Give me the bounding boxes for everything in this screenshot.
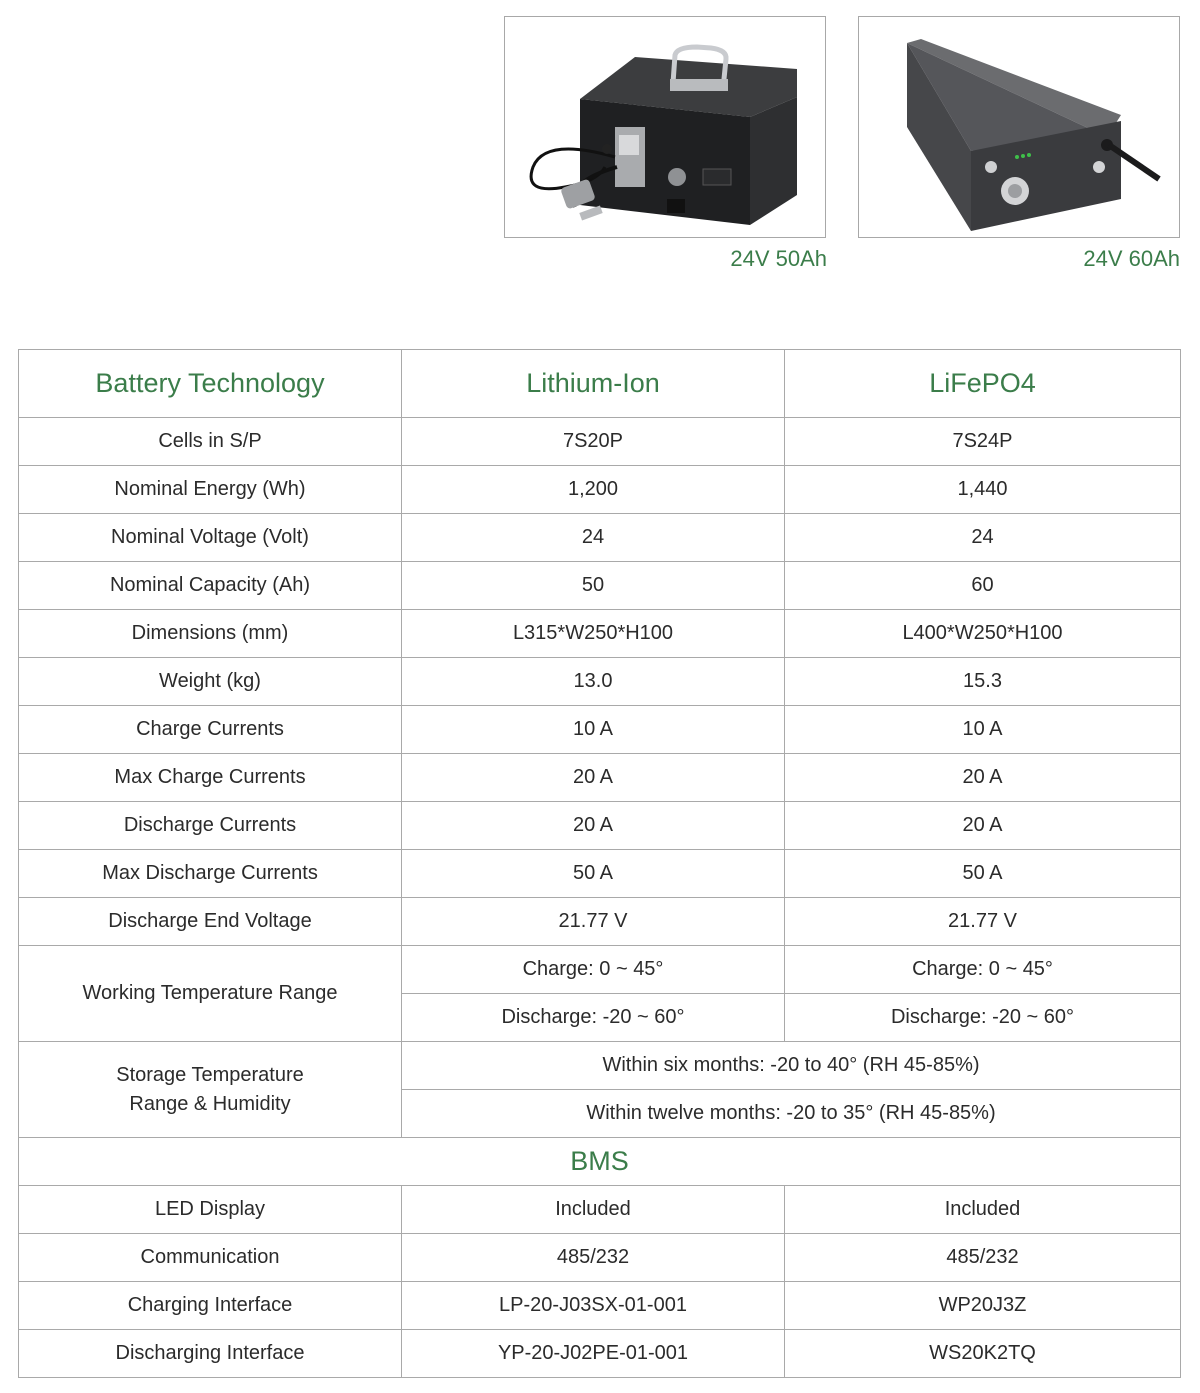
battery-box-with-handle-and-cables-image	[505, 17, 825, 237]
table-row	[19, 898, 1181, 946]
lithium-ion-value: 10 A	[402, 706, 785, 754]
working-temp-row-charge	[19, 946, 1181, 994]
lithium-ion-charge-temp: Charge: 0 ~ 45°	[402, 946, 785, 994]
row-label: Discharge End Voltage	[19, 898, 402, 946]
table-row	[19, 466, 1181, 514]
lithium-ion-value: 50 A	[402, 850, 785, 898]
table-row	[19, 610, 1181, 658]
lithium-ion-value: 50	[402, 562, 785, 610]
row-label: Nominal Energy (Wh)	[19, 466, 402, 514]
row-label: Cells in S/P	[19, 418, 402, 466]
table-row	[19, 562, 1181, 610]
lifepo4-charge-temp: Charge: 0 ~ 45°	[785, 946, 1181, 994]
lifepo4-value: L400*W250*H100	[785, 610, 1181, 658]
storage-label-line2: Range & Humidity	[129, 1092, 291, 1115]
row-label: Dimensions (mm)	[19, 610, 402, 658]
lifepo4-value: 7S24P	[785, 418, 1181, 466]
header-lithium-ion: Lithium-Ion	[402, 350, 785, 418]
lithium-ion-value: L315*W250*H100	[402, 610, 785, 658]
row-label: LED Display	[19, 1186, 402, 1234]
lifepo4-value: 20 A	[785, 802, 1181, 850]
storage-temp-label	[19, 1042, 402, 1138]
lithium-ion-value: Included	[402, 1186, 785, 1234]
row-label: Weight (kg)	[19, 658, 402, 706]
lifepo4-value: 10 A	[785, 706, 1181, 754]
table-row	[19, 514, 1181, 562]
lithium-ion-value: 485/232	[402, 1234, 785, 1282]
row-label: Charge Currents	[19, 706, 402, 754]
lifepo4-value: 50 A	[785, 850, 1181, 898]
lithium-ion-value: 20 A	[402, 754, 785, 802]
lifepo4-value: 24	[785, 514, 1181, 562]
lifepo4-value: 21.77 V	[785, 898, 1181, 946]
lifepo4-value: 485/232	[785, 1234, 1181, 1282]
row-label: Communication	[19, 1234, 402, 1282]
table-row	[19, 1234, 1181, 1282]
table-row	[19, 1186, 1181, 1234]
row-label: Nominal Capacity (Ah)	[19, 562, 402, 610]
lithium-ion-value: YP-20-J02PE-01-001	[402, 1330, 785, 1378]
row-label: Max Discharge Currents	[19, 850, 402, 898]
product-image-frame	[858, 16, 1180, 238]
row-label: Discharge Currents	[19, 802, 402, 850]
table-row	[19, 850, 1181, 898]
product-image-frame	[504, 16, 826, 238]
lithium-ion-value: LP-20-J03SX-01-001	[402, 1282, 785, 1330]
row-label: Charging Interface	[19, 1282, 402, 1330]
table-row	[19, 658, 1181, 706]
lifepo4-value: 1,440	[785, 466, 1181, 514]
lifepo4-value: WP20J3Z	[785, 1282, 1181, 1330]
lithium-ion-value: 7S20P	[402, 418, 785, 466]
bms-title: BMS	[19, 1138, 1181, 1186]
bms-section-row	[19, 1138, 1181, 1186]
table-row	[19, 418, 1181, 466]
lifepo4-value: WS20K2TQ	[785, 1330, 1181, 1378]
lithium-ion-value: 1,200	[402, 466, 785, 514]
lifepo4-value: 20 A	[785, 754, 1181, 802]
lifepo4-discharge-temp: Discharge: -20 ~ 60°	[785, 994, 1181, 1042]
lithium-ion-value: 21.77 V	[402, 898, 785, 946]
lithium-ion-discharge-temp: Discharge: -20 ~ 60°	[402, 994, 785, 1042]
lifepo4-value: 60	[785, 562, 1181, 610]
storage-label-line1: Storage Temperature	[116, 1063, 304, 1086]
lifepo4-value: 15.3	[785, 658, 1181, 706]
lifepo4-value: Included	[785, 1186, 1181, 1234]
lithium-ion-value: 20 A	[402, 802, 785, 850]
row-label: Discharging Interface	[19, 1330, 402, 1378]
row-label: Nominal Voltage (Volt)	[19, 514, 402, 562]
lithium-ion-value: 13.0	[402, 658, 785, 706]
header-battery-technology: Battery Technology	[19, 350, 402, 418]
product-card-50ah	[504, 16, 827, 271]
header-lifepo4: LiFePO4	[785, 350, 1181, 418]
table-row	[19, 1330, 1181, 1378]
lithium-ion-value: 24	[402, 514, 785, 562]
table-header-row	[19, 350, 1181, 418]
table-row	[19, 802, 1181, 850]
working-temp-label: Working Temperature Range	[19, 946, 402, 1042]
storage-six-months: Within six months: -20 to 40° (RH 45-85%)	[402, 1042, 1181, 1090]
row-label: Max Charge Currents	[19, 754, 402, 802]
table-row	[19, 1282, 1181, 1330]
storage-twelve-months: Within twelve months: -20 to 35° (RH 45-85%)	[402, 1090, 1181, 1138]
battery-box-rectangular-with-cable-image	[859, 17, 1179, 237]
product-caption-50ah: 24V 50Ah	[730, 246, 827, 271]
product-card-60ah	[858, 16, 1180, 271]
product-caption-60ah: 24V 60Ah	[1083, 246, 1180, 271]
table-row	[19, 754, 1181, 802]
spec-table	[18, 349, 1181, 1378]
storage-row-six-months	[19, 1042, 1181, 1090]
table-row	[19, 706, 1181, 754]
